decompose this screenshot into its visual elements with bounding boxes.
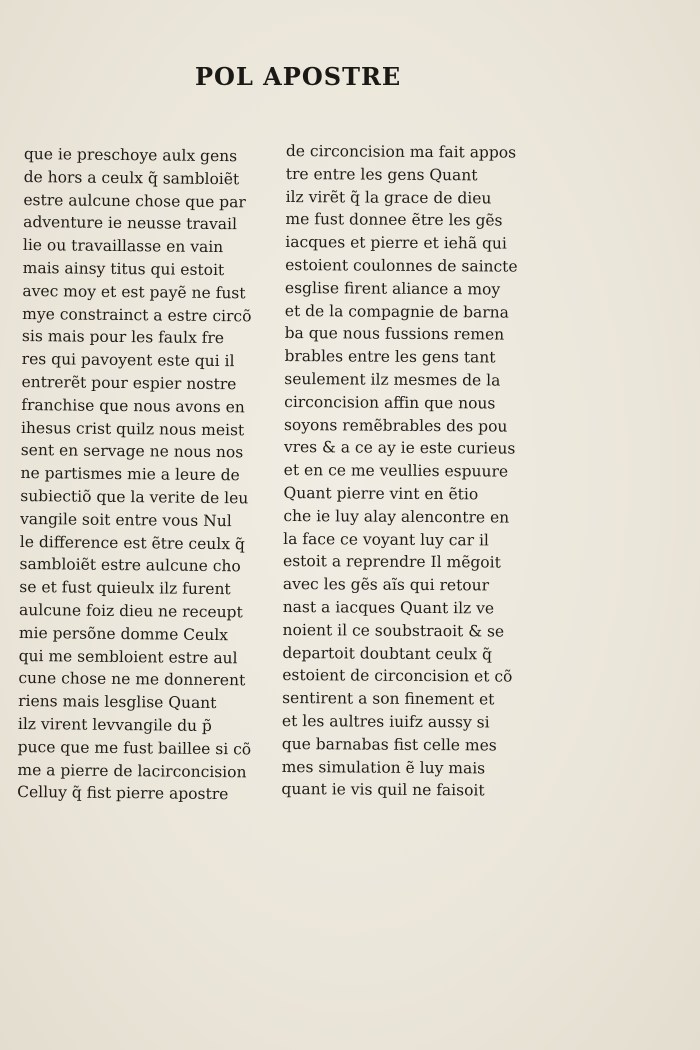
text-line: le difference est ẽtre ceulx q̃ bbox=[19, 532, 245, 553]
text-line: noient il ce soubstraoit & se bbox=[282, 620, 505, 641]
text-line: sis mais pour les faulx fre bbox=[21, 327, 225, 348]
text-line: estre aulcune chose que par bbox=[23, 190, 246, 211]
text-line: vres & a ce ay ie este curieus bbox=[283, 438, 516, 458]
text-line: vangile soit entre vous Nul bbox=[19, 509, 232, 530]
text-line: mye constrainct a estre circõ bbox=[22, 304, 252, 325]
text-line: adventure ie neusse travail bbox=[23, 213, 238, 234]
text-line: aulcune foiz dieu ne receupt bbox=[19, 600, 243, 622]
text-line: subiectiõ que la verite de leu bbox=[20, 486, 249, 508]
text-line: me fust donnee ẽtre les gẽs bbox=[285, 210, 503, 230]
text-line: brables entre les gens tant bbox=[284, 347, 496, 367]
text-line: mais ainsy titus qui estoit bbox=[22, 258, 225, 280]
text-line: de circoncision ma fait appos bbox=[285, 141, 517, 162]
text-line: tre entre les gens Quant bbox=[285, 164, 478, 185]
text-line: sentirent a son finement et bbox=[282, 689, 495, 709]
text-line: Celluy q̃ fist pierre apostre bbox=[17, 783, 229, 804]
text-line: circoncision affin que nous bbox=[284, 392, 496, 413]
text-line: franchise que nous avons en bbox=[21, 395, 245, 417]
running-head: POL APOSTRE bbox=[195, 62, 402, 91]
text-line: avec les gẽs aĩs qui retour bbox=[282, 575, 490, 595]
text-line: mie persõne domme Ceulx bbox=[18, 623, 229, 644]
text-column-right bbox=[281, 140, 518, 803]
text-line: ilz virent levvangile du p̃ bbox=[17, 714, 213, 735]
text-line: et les aultres iuifz aussy si bbox=[281, 711, 490, 732]
text-line: me a pierre de lacirconcision bbox=[17, 760, 247, 781]
text-line: mes simulation ẽ luy mais bbox=[281, 757, 486, 777]
text-line: de hors a ceulx q̃ sambloiẽt bbox=[23, 167, 240, 189]
text-line: puce que me fust baillee si cõ bbox=[17, 737, 252, 759]
text-line: estoient de circoncision et cõ bbox=[282, 666, 513, 686]
text-line: ne partismes mie a leure de bbox=[20, 464, 240, 485]
text-line: ba que nous fussions remen bbox=[284, 324, 505, 344]
text-line: nast a iacques Quant ilz ve bbox=[282, 597, 495, 618]
text-line: et en ce me veullies espuure bbox=[283, 461, 509, 481]
text-line: riens mais lesglise Quant bbox=[18, 692, 217, 713]
text-line: que ie preschoye aulx gens bbox=[23, 144, 238, 166]
text-column-left bbox=[17, 143, 264, 807]
text-line: che ie luy alay alencontre en bbox=[283, 506, 510, 527]
text-line: que barnabas fist celle mes bbox=[281, 734, 497, 755]
text-line: ilz virẽt q̃ la grace de dieu bbox=[285, 187, 492, 208]
text-line: sent en servage ne nous nos bbox=[20, 441, 244, 462]
text-line: qui me sembloient estre aul bbox=[18, 646, 238, 667]
text-line: sambloiẽt estre aulcune cho bbox=[19, 555, 241, 576]
text-line: lie ou travaillasse en vain bbox=[22, 236, 224, 257]
text-line: cune chose ne me donnerent bbox=[18, 669, 246, 690]
text-line: avec moy et est payẽ ne fust bbox=[22, 281, 246, 303]
text-line: soyons remẽbrables des pou bbox=[283, 415, 508, 436]
text-line: estoient coulonnes de saincte bbox=[285, 255, 518, 276]
text-line: entrerẽt pour espier nostre bbox=[21, 372, 237, 394]
text-line: Quant pierre vint en ẽtio bbox=[283, 483, 479, 504]
text-line: la face ce voyant luy car il bbox=[283, 529, 489, 549]
text-line: res qui pavoyent este qui il bbox=[21, 350, 235, 371]
text-line: se et fust quieulx ilz furent bbox=[19, 578, 231, 599]
text-line: iacques et pierre et iehã qui bbox=[285, 233, 507, 253]
text-line: quant ie vis quil ne faisoit bbox=[281, 780, 485, 800]
text-line: esglise firent aliance a moy bbox=[284, 278, 501, 299]
text-line: ihesus crist quilz nous meist bbox=[20, 418, 245, 439]
text-line: seulement ilz mesmes de la bbox=[284, 369, 501, 390]
text-line: et de la compagnie de barna bbox=[284, 301, 510, 322]
text-line: departoit doubtant ceulx q̃ bbox=[282, 643, 492, 663]
text-line: estoit a reprendre Il mẽgoit bbox=[282, 552, 501, 572]
